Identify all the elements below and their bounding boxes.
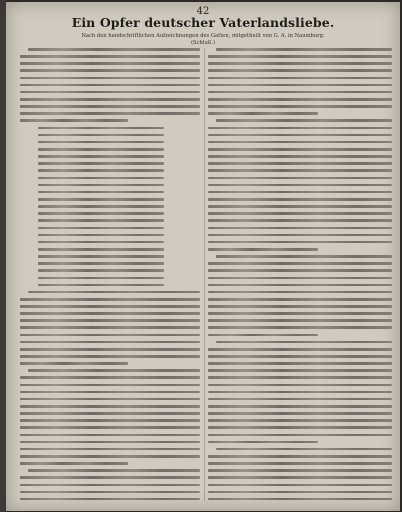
text-line (28, 469, 200, 472)
text-line (208, 262, 392, 265)
text-line (20, 319, 200, 322)
text-line (38, 234, 164, 237)
text-line (208, 419, 392, 422)
text-line (20, 77, 200, 80)
text-line (208, 91, 392, 94)
text-line (208, 241, 392, 244)
text-line (20, 355, 200, 358)
column-divider (204, 48, 205, 501)
article-title: Ein Opfer deutscher Vaterlandsliebe. (71, 15, 335, 30)
text-line (208, 412, 392, 415)
text-line (208, 169, 392, 172)
text-line (216, 341, 392, 344)
text-line (38, 169, 164, 172)
text-line (208, 148, 392, 151)
text-line (20, 398, 200, 401)
text-line (38, 284, 164, 287)
text-line (208, 498, 392, 501)
text-line (208, 434, 392, 437)
text-line (28, 369, 200, 372)
text-line (208, 234, 392, 237)
text-line (208, 405, 392, 408)
text-line (38, 127, 164, 130)
text-line (28, 48, 200, 51)
text-line (208, 248, 318, 251)
text-line (208, 298, 392, 301)
text-line (38, 184, 164, 187)
text-line (208, 476, 392, 479)
text-line (208, 319, 392, 322)
text-line (208, 162, 392, 165)
text-line (20, 105, 200, 108)
text-line (20, 455, 200, 458)
text-line (208, 69, 392, 72)
text-line (20, 305, 200, 308)
text-line (20, 384, 200, 387)
text-line (38, 141, 164, 144)
text-line (208, 62, 392, 65)
text-line (20, 491, 200, 494)
text-line (20, 362, 128, 365)
text-line (38, 277, 164, 280)
text-line (208, 184, 392, 187)
text-line (208, 98, 392, 101)
text-line (20, 391, 200, 394)
text-line (208, 84, 392, 87)
text-line (20, 312, 200, 315)
text-line (208, 305, 392, 308)
text-line (208, 112, 318, 115)
text-line (20, 412, 200, 415)
text-line (20, 462, 128, 465)
text-line (208, 334, 318, 337)
text-line (208, 291, 392, 294)
text-line (208, 312, 392, 315)
text-line (216, 119, 392, 122)
text-line (208, 105, 392, 108)
text-line (20, 69, 200, 72)
text-line (208, 219, 392, 222)
text-line (38, 198, 164, 201)
text-line (208, 277, 392, 280)
text-line (20, 484, 200, 487)
text-line (20, 341, 200, 344)
article-byline-note: (Schluß.) (191, 40, 215, 46)
text-line (38, 248, 164, 251)
text-line (20, 84, 200, 87)
text-line (208, 155, 392, 158)
text-line (20, 434, 200, 437)
text-line (208, 484, 392, 487)
text-line (208, 205, 392, 208)
text-line (20, 62, 200, 65)
text-line (38, 134, 164, 137)
text-line (208, 398, 392, 401)
text-line (20, 334, 200, 337)
text-line (20, 405, 200, 408)
text-line (20, 498, 200, 501)
text-line (208, 426, 392, 429)
text-line (208, 326, 392, 329)
text-line (38, 269, 164, 272)
text-line (38, 155, 164, 158)
text-line (38, 148, 164, 151)
text-line (208, 55, 392, 58)
text-line (208, 441, 318, 444)
text-line (38, 191, 164, 194)
text-line (20, 119, 128, 122)
article-byline: Nach den handschriftlichen Aufzeichnungen des Gatten, mitgetheilt von G. A. in Naumburg. (81, 33, 325, 39)
text-line (20, 98, 200, 101)
text-line (208, 77, 392, 80)
text-line (38, 262, 164, 265)
text-line (208, 369, 392, 372)
text-line (208, 212, 392, 215)
text-line (20, 112, 200, 115)
text-line (208, 134, 392, 137)
document-page (6, 2, 400, 511)
text-line (38, 162, 164, 165)
text-line (208, 269, 392, 272)
page-number: 42 (196, 6, 210, 17)
text-line (208, 491, 392, 494)
text-line (208, 376, 392, 379)
text-line (20, 476, 200, 479)
text-line (28, 291, 200, 294)
text-line (208, 469, 392, 472)
text-line (208, 198, 392, 201)
text-line (208, 362, 392, 365)
text-line (20, 441, 200, 444)
text-line (38, 227, 164, 230)
text-line (20, 426, 200, 429)
text-line (208, 384, 392, 387)
text-line (208, 462, 392, 465)
text-line (208, 355, 392, 358)
text-line (38, 255, 164, 258)
text-line (208, 391, 392, 394)
text-line (20, 448, 200, 451)
text-line (38, 219, 164, 222)
text-line (216, 255, 392, 258)
text-column-left (20, 48, 200, 503)
text-line (20, 91, 200, 94)
text-line (20, 55, 200, 58)
text-line (208, 284, 392, 287)
text-line (38, 205, 164, 208)
text-line (208, 141, 392, 144)
text-line (208, 191, 392, 194)
text-line (20, 326, 200, 329)
text-column-right (208, 48, 392, 503)
text-line (216, 448, 392, 451)
text-line (38, 177, 164, 180)
text-line (20, 419, 200, 422)
text-line (20, 348, 200, 351)
text-line (38, 212, 164, 215)
text-line (38, 241, 164, 244)
text-line (208, 455, 392, 458)
text-line (208, 127, 392, 130)
text-line (20, 298, 200, 301)
text-line (208, 177, 392, 180)
text-line (208, 348, 392, 351)
text-line (208, 227, 392, 230)
text-line (20, 376, 200, 379)
text-line (216, 48, 392, 51)
